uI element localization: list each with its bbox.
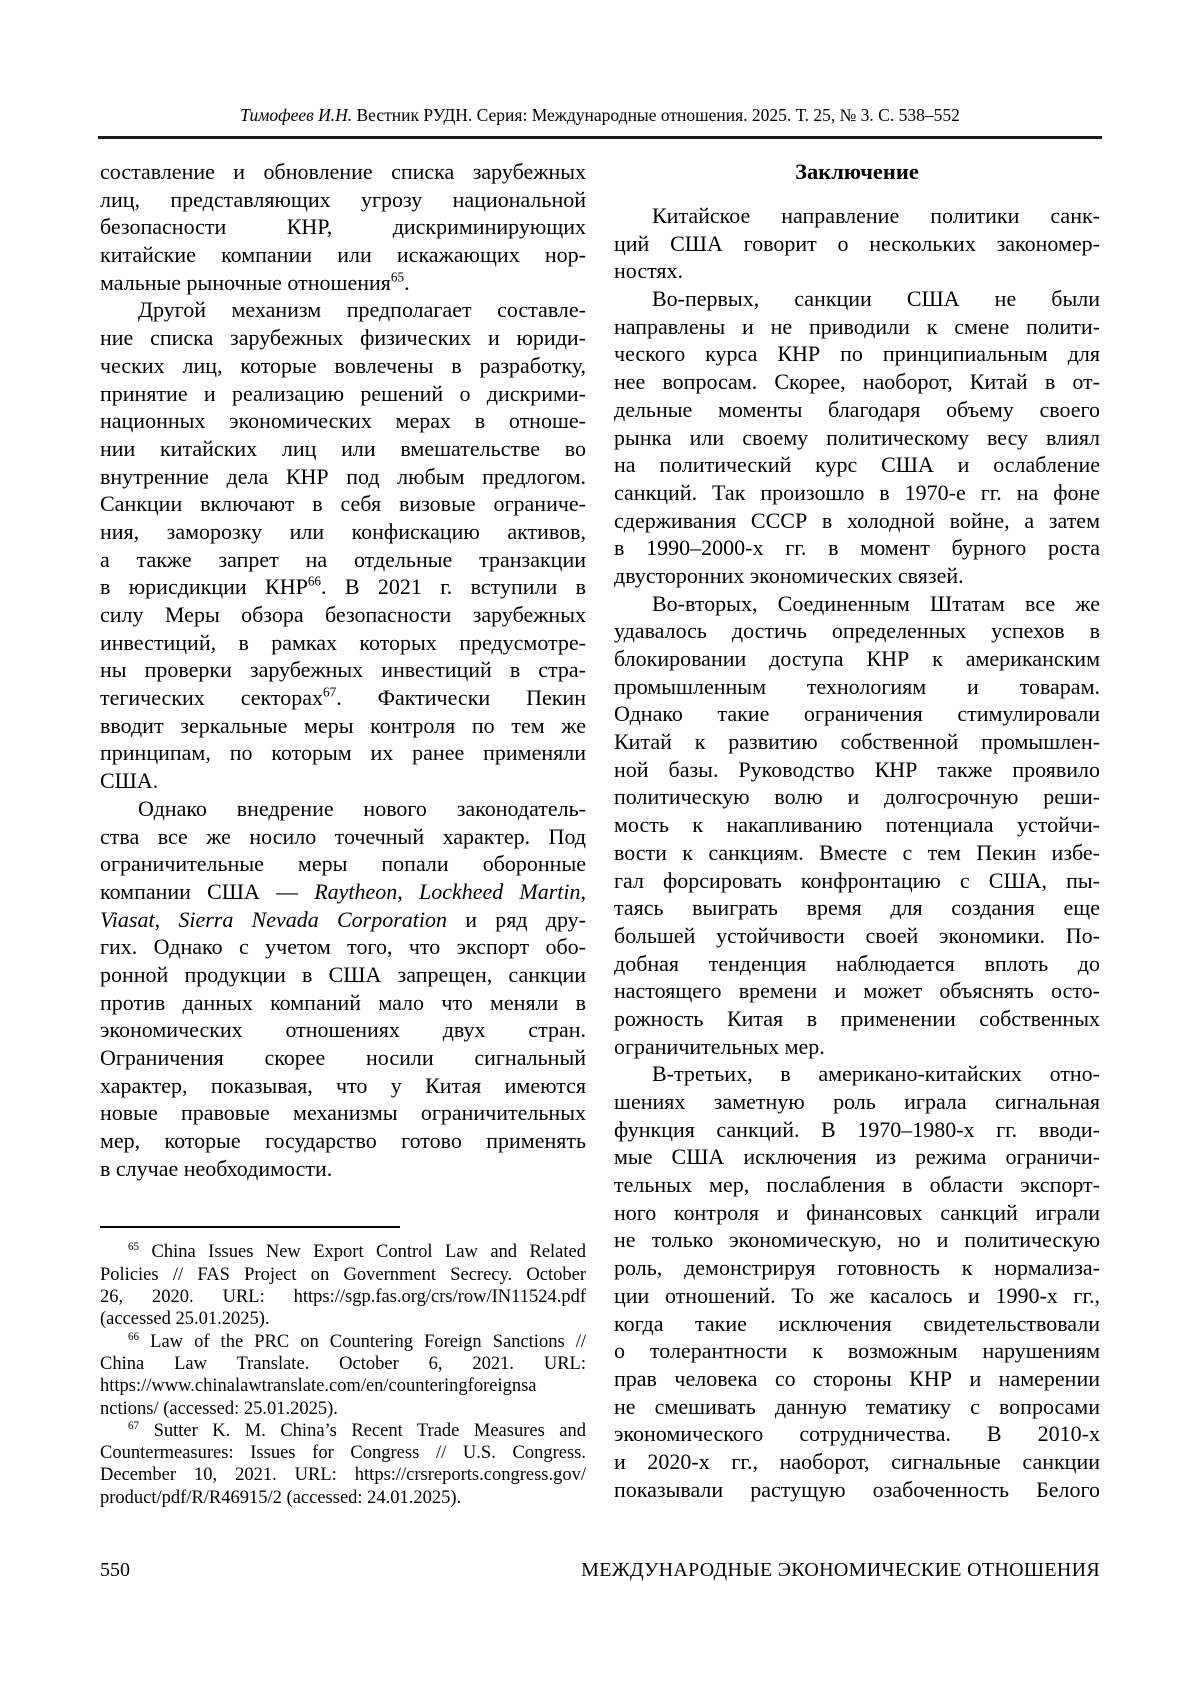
running-header	[100, 104, 1100, 126]
text-line: в юрисдикции КНР$^{66}$. В 2021 г. вступили в	[100, 573, 586, 600]
text-line: экономических отношениях двух стран.	[100, 1017, 586, 1043]
text-line: тегических секторах$^{67}$. Фактически Пекин	[100, 684, 586, 711]
text-line: характер, показывая, что у Китая имеются	[100, 1072, 586, 1098]
text-line: мер, которые государство готово применять	[100, 1128, 586, 1154]
text-line: функция санкций. В 1970–1980-х гг. вводи-	[614, 1116, 1100, 1142]
text-line: роль, демонстрируя готовность к нормализа-	[614, 1255, 1100, 1281]
right-column	[614, 158, 1100, 1503]
text-line: о толерантности к возможным нарушениям	[614, 1338, 1100, 1364]
text-line: рынка или своему политическому весу влиял	[614, 424, 1100, 450]
text-line: Китайское направление политики санк-	[652, 203, 1100, 228]
text-line: составление и обновление списка зарубежных	[100, 159, 586, 184]
text-line: инвестиций, в рамках которых предусмотре-	[100, 629, 586, 655]
text-line: $^{67}$ Sutter K. M. China’s Recent Trade Measures and	[128, 1419, 586, 1441]
text-line: добная тенденция наблюдается вплоть до	[614, 950, 1100, 976]
page-number: 550	[100, 1559, 130, 1581]
text-line: США.	[100, 768, 159, 794]
text-line: мые США исключения из режима ограничи-	[614, 1144, 1100, 1170]
text-line: удавалось достичь определенных успехов в	[614, 618, 1100, 644]
text-line: ции отношений. То же касалось и 1990-х гг.,	[614, 1282, 1100, 1308]
text-line: принципам, по которым их ранее применяли	[100, 740, 586, 766]
text-line: Другой механизм предполагает составле-	[138, 297, 586, 323]
text-line: Во-вторых, Соединенным Штатам все же	[652, 590, 1100, 616]
text-line: Ограничения скорее носили сигнальный	[100, 1045, 586, 1070]
text-line: не только экономическую, но и политическую	[614, 1227, 1100, 1253]
text-line: нии китайских лиц или вмешательстве во	[100, 435, 586, 461]
text-line: мость к накапливанию потенциала устойчи-	[614, 812, 1100, 838]
footnotes	[100, 1241, 586, 1509]
text-line: ческого курса КНР по принципиальным для	[614, 341, 1100, 367]
text-line: национных экономических мерах в отноше-	[100, 408, 586, 434]
section-heading: Заключение	[795, 159, 919, 184]
text-line: ние списка зарубежных физических и юриди-	[100, 325, 586, 351]
text-line: ограничительные меры попали оборонные	[100, 851, 586, 877]
text-line: гих. Однако с учетом того, что экспорт обо-	[100, 934, 586, 960]
text-line: направлены и не приводили к смене полити-	[614, 313, 1100, 339]
text-line: Во-первых, санкции США не были	[652, 286, 1100, 312]
left-column	[100, 158, 586, 1509]
text-line: ностях.	[614, 258, 684, 284]
text-line: Однако такие ограничения стимулировали	[614, 701, 1100, 727]
text-line: (accessed 25.01.2025).	[100, 1309, 270, 1330]
text-line: когда такие исключения свидетельствовали	[614, 1310, 1100, 1336]
text-line: внутренние дела КНР под любым предлогом.	[100, 463, 586, 489]
text-line: политическую волю и долгосрочную реши-	[614, 784, 1100, 810]
header-citation: Вестник РУДН. Серия: Международные отношения. 2025. Т. 25, № 3. С. 538–552	[352, 105, 960, 125]
text-line: product/pdf/R/R46915/2 (accessed: 24.01.2025).	[100, 1487, 462, 1508]
text-line: промышленным технологиям и товарам.	[614, 673, 1100, 699]
text-line: дельные моменты благодаря объему своего	[614, 396, 1100, 422]
text-line: $^{66}$ Law of the PRC on Countering Foreign Sanctions //	[128, 1330, 586, 1352]
right-column-body	[614, 202, 1100, 1503]
text-line: лиц, представляющих угрозу национальной	[100, 186, 586, 212]
text-line: настоящего времени и может объяснять осто-	[614, 978, 1100, 1004]
header-rule	[98, 136, 1102, 139]
text-line: мальные рыночные отношения$^{65}$.	[100, 269, 410, 295]
text-line: прав человека со стороны КНР и намерении	[614, 1365, 1100, 1391]
text-line: силу Меры обзора безопасности зарубежных	[100, 602, 586, 627]
footnote-separator	[100, 1226, 400, 1228]
text-line: Однако внедрение нового законодатель-	[138, 795, 586, 821]
footer-section-title: МЕЖДУНАРОДНЫЕ ЭКОНОМИЧЕСКИЕ ОТНОШЕНИЯ	[581, 1559, 1100, 1581]
text-line: блокировании доступа КНР к американским	[614, 646, 1100, 671]
text-line: и 2020-х гг., наоборот, сигнальные санкции	[614, 1448, 1100, 1474]
text-line: принятие и реализацию решений о дискрими-	[100, 380, 586, 406]
text-line: December 10, 2021. URL: https://crsreports.congress.gov/	[100, 1465, 586, 1486]
text-line: nctions/ (accessed: 25.01.2025).	[100, 1398, 338, 1419]
left-column-body	[100, 158, 586, 1182]
text-line: $^{65}$ China Issues New Export Control Law and Related	[128, 1241, 586, 1263]
text-line: против данных компаний мало что меняли в	[100, 989, 586, 1015]
text-line: ронной продукции в США запрещен, санкции	[100, 961, 586, 987]
text-line: Санкции включают в себя визовые ограниче-	[100, 491, 586, 517]
text-line: новые правовые механизмы ограничительных	[100, 1100, 586, 1126]
text-line: Countermeasures: Issues for Congress // U.S. Congress.	[100, 1443, 586, 1464]
text-line: двусторонних экономических связей.	[614, 562, 964, 588]
text-line: ны проверки зарубежных инвестиций в стра-	[100, 657, 586, 683]
text-line: рожность Китая в применении собственных	[614, 1005, 1100, 1031]
text-line: показывали растущую озабоченность Белого	[614, 1476, 1100, 1502]
text-line: ния, заморозку или конфискацию активов,	[100, 518, 586, 544]
text-line: безопасности КНР, дискриминирующих	[100, 214, 586, 240]
text-line: санкций. Так произошло в 1970-е гг. на фоне	[614, 479, 1100, 505]
text-line: шениях заметную роль играла сигнальная	[614, 1089, 1100, 1114]
text-line: гал форсировать конфронтацию с США, пы-	[614, 867, 1100, 893]
page-footer	[100, 1558, 1100, 1582]
text-line: в случае необходимости.	[100, 1155, 333, 1181]
text-line: вводит зеркальные меры контроля по тем же	[100, 712, 586, 738]
text-line: сдерживания СССР в холодной войне, а затем	[614, 507, 1100, 533]
text-line: тельных мер, послабления в области экспорт-	[614, 1172, 1100, 1198]
text-line: 26, 2020. URL: https://sgp.fas.org/crs/row/IN11524.pdf	[100, 1287, 586, 1308]
text-line: ства все же носило точечный характер. Под	[100, 823, 586, 849]
text-line: нее вопросам. Скорее, наоборот, Китай в от-	[614, 369, 1100, 395]
text-line: вости к санкциям. Вместе с тем Пекин избе-	[614, 839, 1100, 865]
text-line: В-третьих, в американо-китайских отно-	[652, 1061, 1100, 1087]
text-line: на политический курс США и ослабление	[614, 452, 1100, 478]
text-line: экономического сотрудничества. В 2010-х	[614, 1421, 1100, 1447]
text-line: в 1990–2000-х гг. в момент бурного роста	[614, 535, 1100, 561]
text-line: Viasat, Sierra Nevada Corporation и ряд дру-	[100, 906, 586, 932]
text-line: Китай к развитию собственной промышлен-	[614, 729, 1100, 755]
text-line: компании США — Raytheon, Lockheed Martin,	[100, 878, 586, 904]
text-line: а также запрет на отдельные транзакции	[100, 546, 586, 572]
text-line: China Law Translate. October 6, 2021. URL:	[100, 1353, 586, 1374]
text-line: таясь выиграть время для создания еще	[614, 895, 1100, 921]
header-author: Тимофеев И.Н.	[240, 105, 353, 125]
text-line: ций США говорит о нескольких закономер-	[614, 230, 1100, 256]
text-line: Policies // FAS Project on Government Secrecy. October	[100, 1264, 586, 1285]
text-line: ной базы. Руководство КНР также проявило	[614, 756, 1100, 782]
text-line: китайские компании или искажающих нор-	[100, 242, 586, 268]
text-line: ческих лиц, которые вовлечены в разработку,	[100, 352, 586, 378]
text-line: ограничительных мер.	[614, 1033, 825, 1059]
text-line: большей устойчивости своей экономики. По-	[614, 922, 1100, 948]
text-line: ного контроля и финансовых санкций играли	[614, 1199, 1100, 1225]
text-line: https://www.chinalawtranslate.com/en/counteringforeignsa	[100, 1376, 537, 1397]
text-line: не смешивать данную тематику с вопросами	[614, 1393, 1100, 1419]
